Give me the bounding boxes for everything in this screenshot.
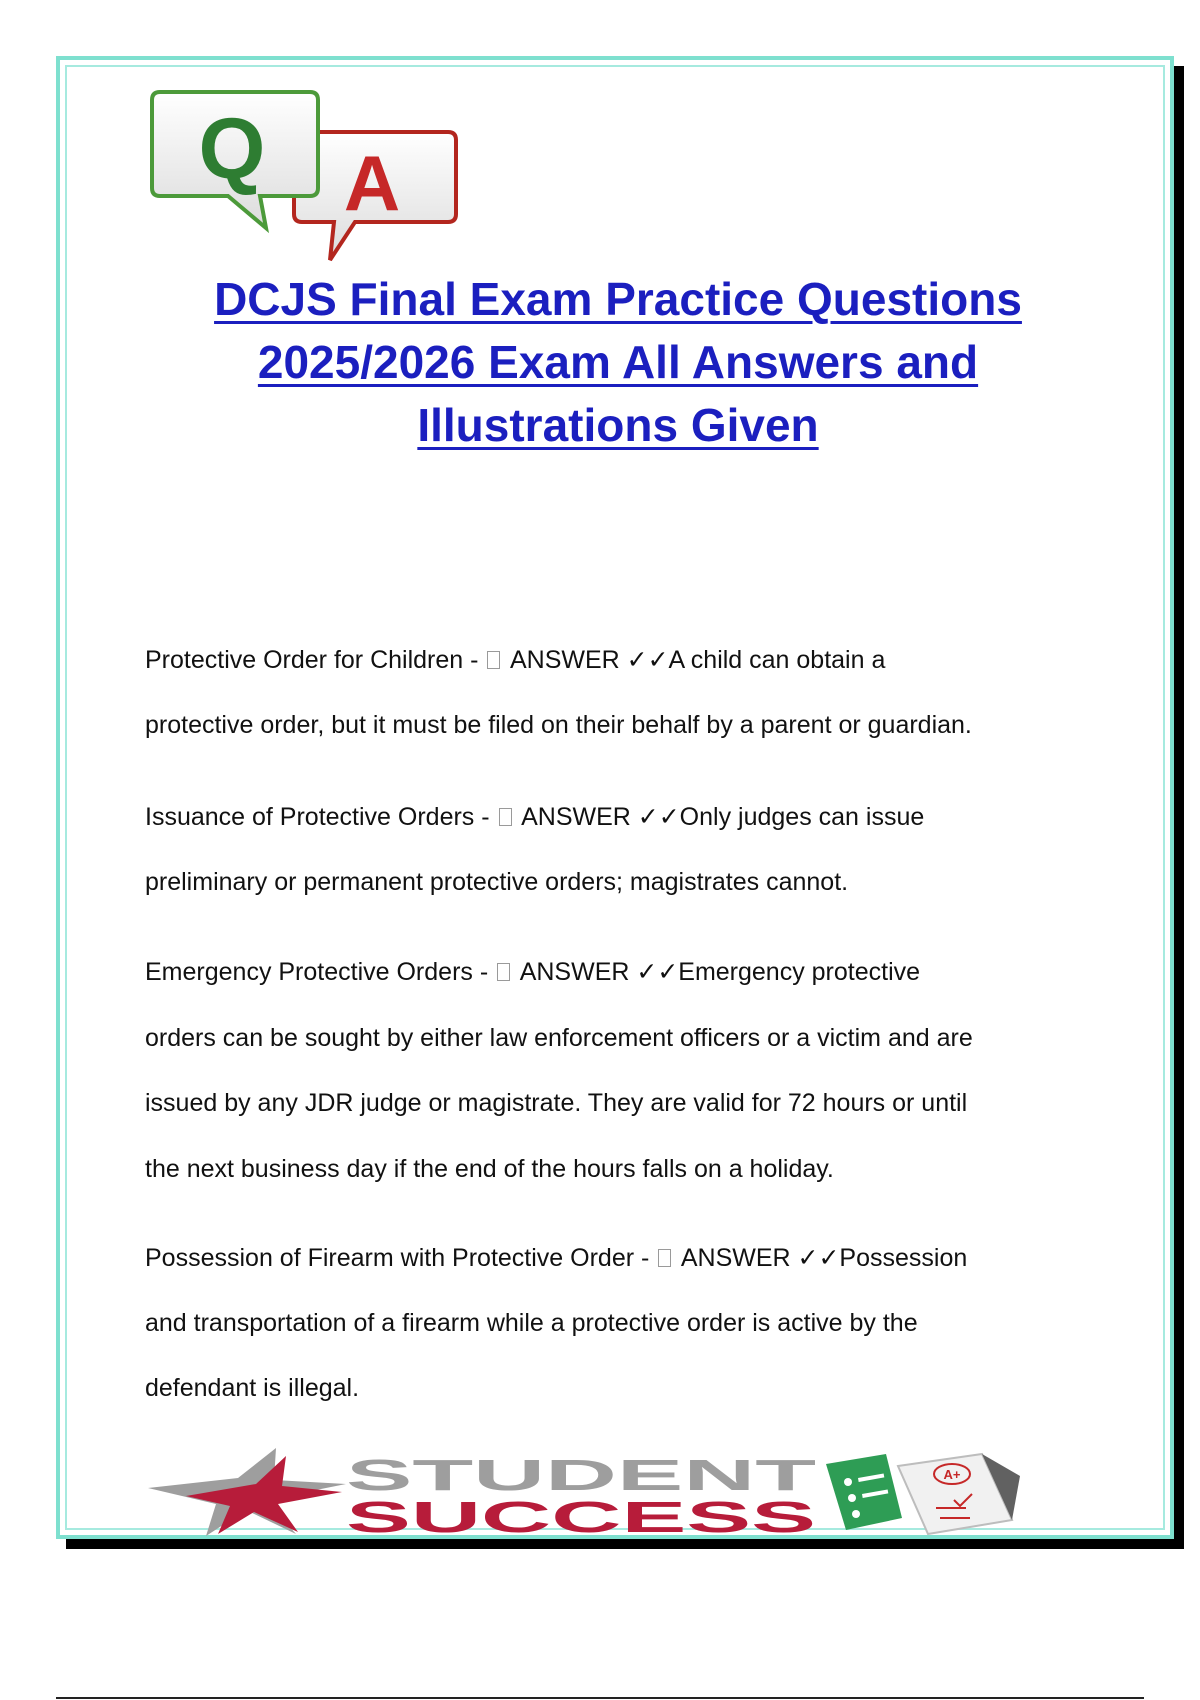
checkbox-glyph-icon <box>497 963 510 981</box>
grade-text: A+ <box>943 1467 961 1482</box>
q-letter: Q <box>198 101 266 197</box>
checklist-icon <box>826 1454 902 1530</box>
qa-line <box>145 940 1105 1006</box>
question-text: Possession of Firearm with Protective Order - <box>145 1244 657 1272</box>
bottom-divider <box>56 1697 1144 1699</box>
answer-text: protective order, but it must be filed on their behalf by a parent or guardian. <box>145 711 972 739</box>
qa-line <box>145 628 1105 693</box>
qa-logo <box>150 86 460 271</box>
answer-text: A child can obtain a <box>668 646 886 674</box>
question-text: Issuance of Protective Orders - <box>145 803 497 831</box>
answer-label: ANSWER ✓✓ <box>675 1244 840 1272</box>
answer-text: Only judges can issue <box>679 803 925 831</box>
star-logo-icon <box>148 1448 346 1536</box>
checkbox-glyph-icon <box>487 651 500 669</box>
checkbox-glyph-icon <box>658 1249 671 1267</box>
answer-text: Possession <box>839 1244 968 1272</box>
qa-entry <box>145 940 1105 1202</box>
page-title[interactable] <box>150 268 1086 457</box>
answer-label: ANSWER ✓✓ <box>504 646 669 674</box>
answer-text: the next business day if the end of the hours falls on a holiday. <box>145 1154 834 1183</box>
answer-label: ANSWER ✓✓ <box>514 958 679 986</box>
answer-text: orders can be sought by either law enforcement officers or a victim and are <box>145 1023 973 1052</box>
checkbox-glyph-icon <box>499 808 512 826</box>
title-line-2: 2025/2026 Exam All Answers and <box>257 336 979 388</box>
logo-success-text: SUCCESS <box>346 1493 816 1536</box>
answer-text: and transportation of a firearm while a protective order is active by the <box>145 1309 918 1337</box>
question-text: Protective Order for Children - <box>145 646 486 674</box>
answer-text: defendant is illegal. <box>145 1374 360 1402</box>
qa-entry <box>145 785 1105 915</box>
logo-student-text: STUDENT <box>346 1451 817 1500</box>
answer-label: ANSWER ✓✓ <box>515 803 680 831</box>
title-line-3: Illustrations Given <box>417 399 819 451</box>
qa-line <box>145 1226 1105 1291</box>
qa-entry <box>145 628 1105 758</box>
student-success-logo <box>146 1448 1081 1536</box>
answer-text: preliminary or permanent protective orders; magistrates cannot. <box>145 868 849 896</box>
qa-entry <box>145 1226 1105 1421</box>
graded-paper-icon <box>898 1454 1020 1534</box>
qa-line <box>145 785 1105 850</box>
a-letter: A <box>343 139 401 227</box>
answer-text: issued by any JDR judge or magistrate. They are valid for 72 hours or until <box>145 1089 968 1117</box>
answer-text: Emergency protective <box>678 958 921 986</box>
question-text: Emergency Protective Orders - <box>145 958 496 986</box>
title-line-1: DCJS Final Exam Practice Questions <box>214 273 1022 325</box>
